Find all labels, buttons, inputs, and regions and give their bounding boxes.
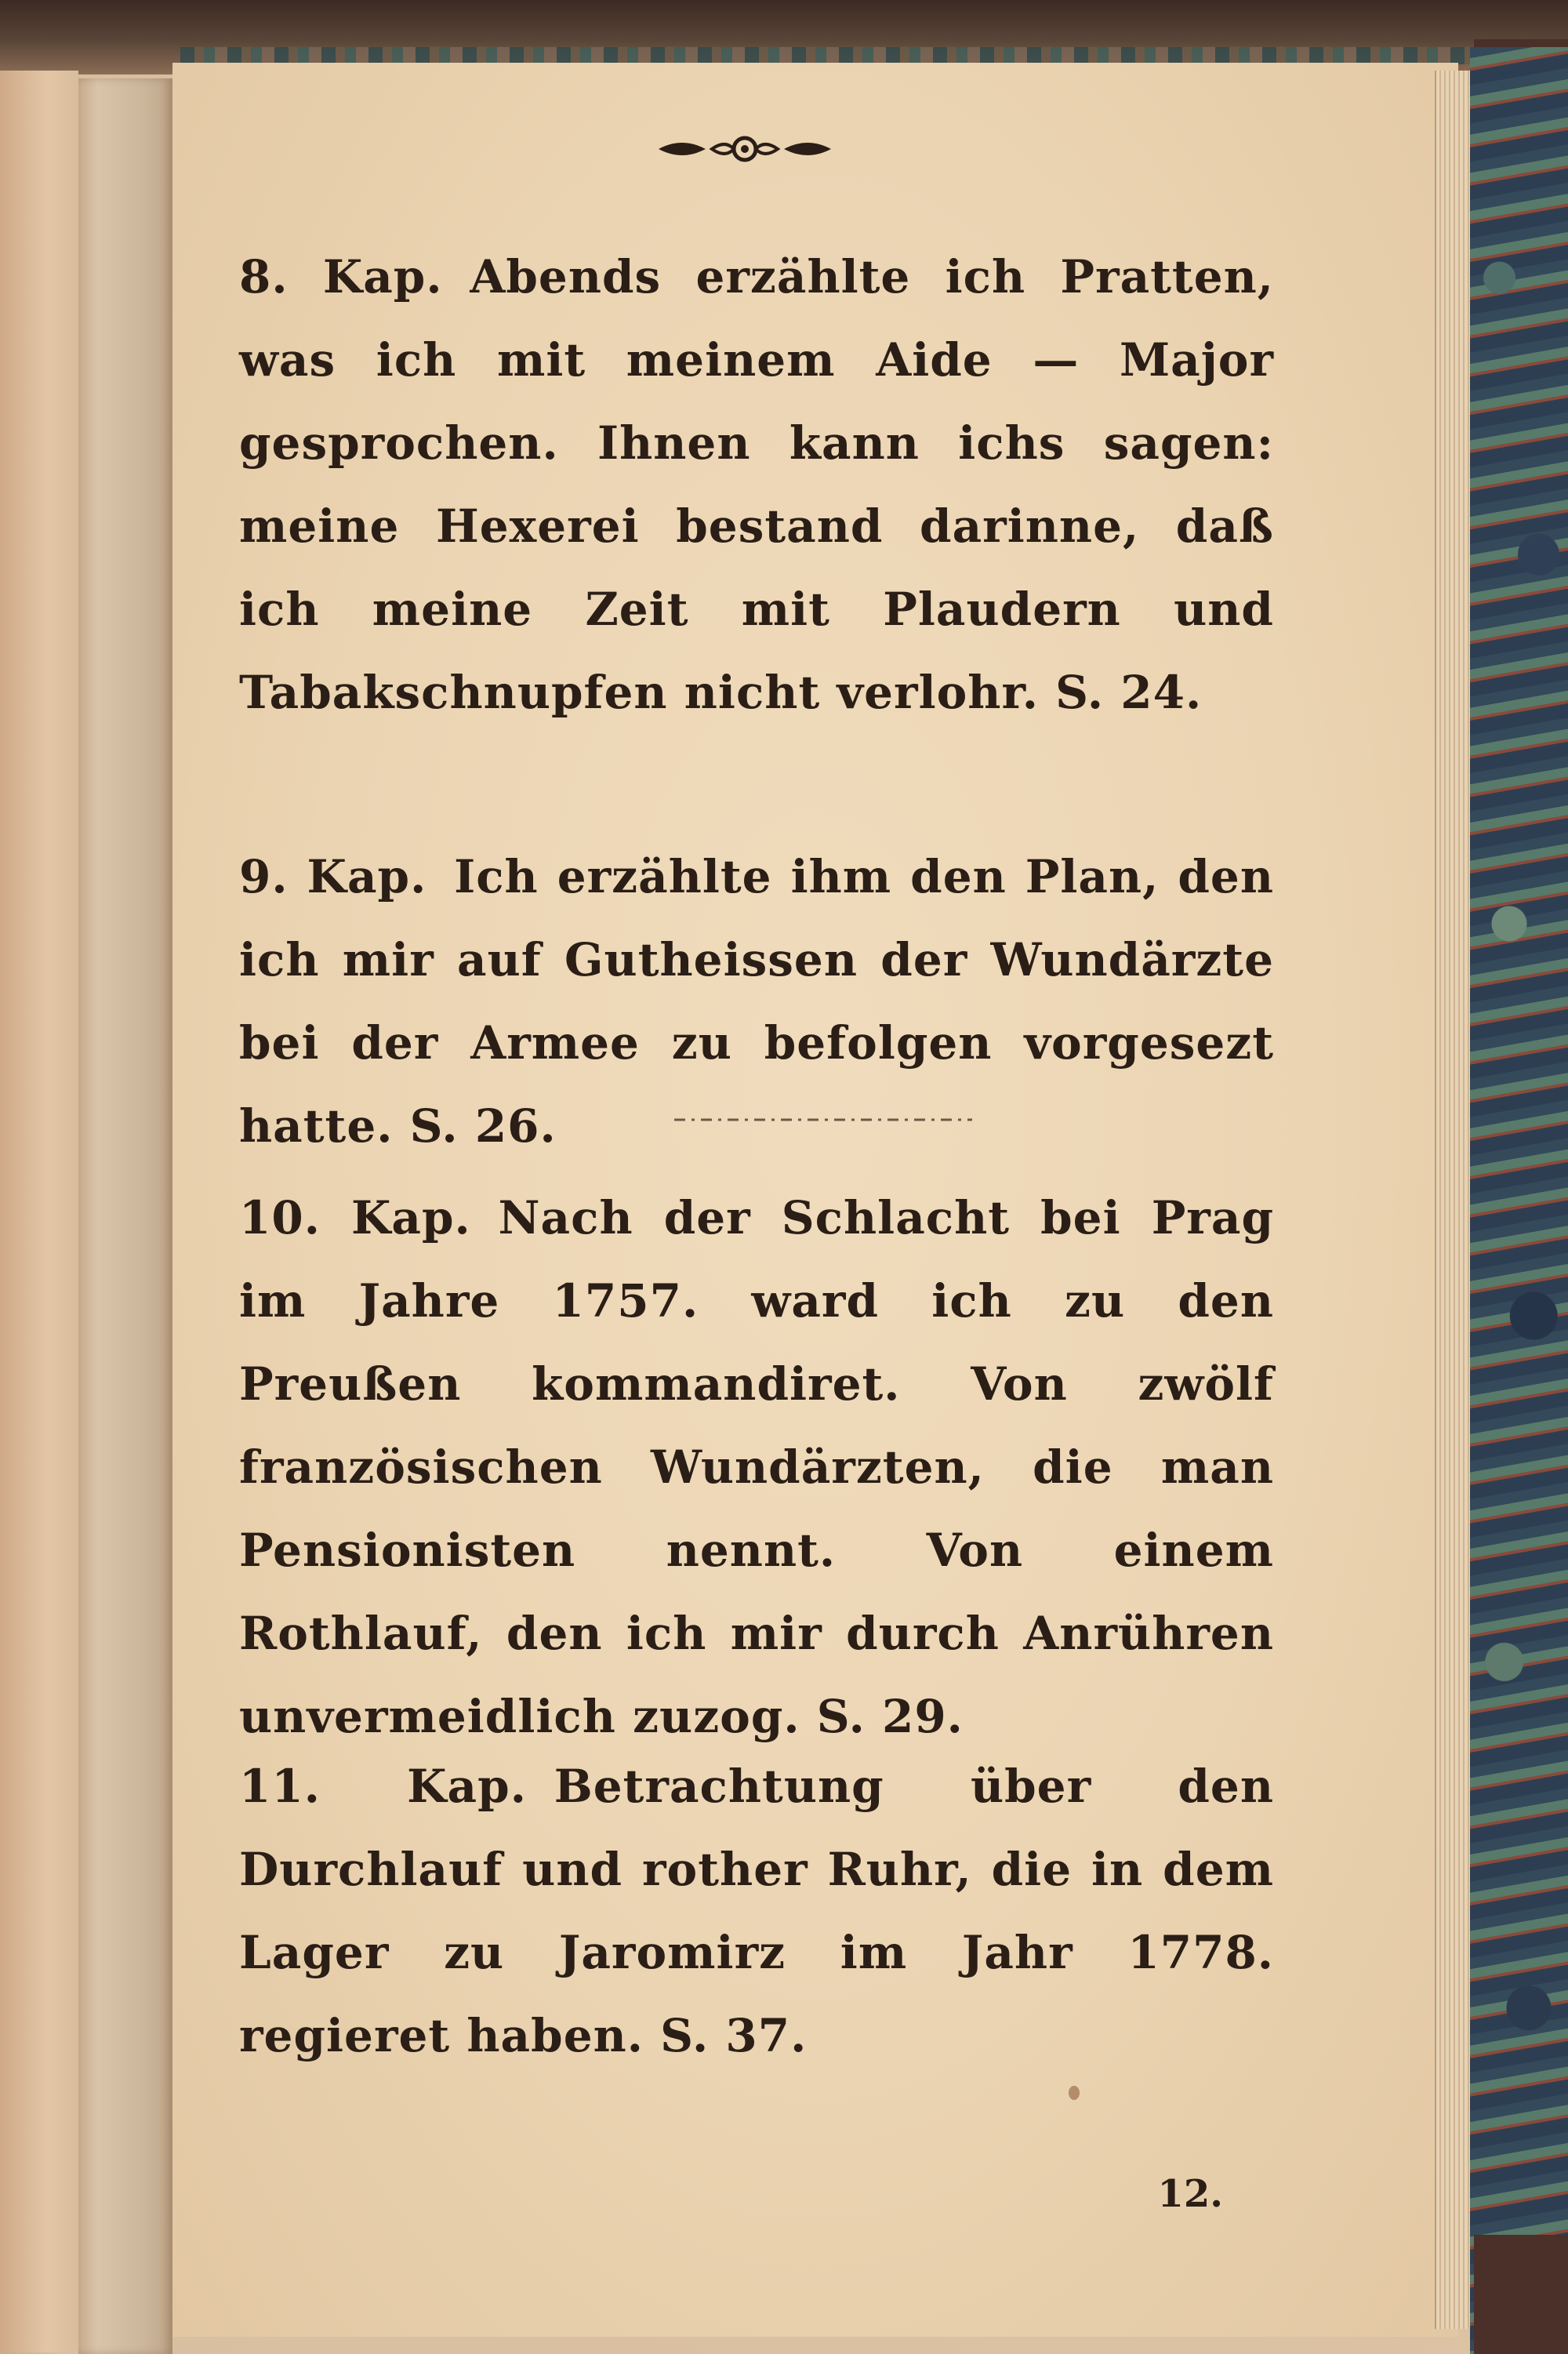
left-facing-page: [0, 71, 78, 2352]
section-number: 8. Kap.: [239, 250, 443, 303]
decorative-vignette-icon: [651, 125, 839, 173]
section-text: Ich erzählte ihm den Plan, den ich mir auf Gutheissen der Wundärzte bei der Armee zu befolgen vorgesezt hatte. S. 26.: [239, 850, 1275, 1153]
page-signature: 12.: [1157, 2172, 1223, 2216]
paper-stain: [1069, 2086, 1080, 2100]
book-gutter: [78, 78, 172, 2354]
section-number: 11. Kap.: [239, 1760, 527, 1813]
marbled-cover: [1470, 47, 1568, 2354]
section-number: 10. Kap.: [239, 1191, 471, 1244]
page-edges: [1435, 71, 1472, 2329]
section-text: Betrachtung über den Durchlauf und rother Ruhr, die in dem Lager zu Jaromirz im Jahr 1778. regieret haben. S. 37.: [239, 1760, 1274, 2062]
section-text: Abends erzählte ich Pratten, was ich mit meinem Aide — Major gesprochen. Ihnen kann ichs sagen: meine Hexerei bestand darinne, daß ich meine Zeit mit Plaudern und Tabakschnupfen nicht verlohr. S. 24.: [239, 250, 1274, 719]
section-10: [239, 1176, 1274, 1758]
section-number: 9. Kap.: [239, 850, 427, 903]
cover-corner-bottom: [1474, 2235, 1568, 2354]
section-text: Nach der Schlacht bei Prag im Jahre 1757. ward ich zu den Preußen kommandiret. Von zwölf französischen Wundärzten, die man Pensionisten nennt. Von einem Rothlauf, den ich mir durch Anrühren unvermeidlich zuzog. S. 29.: [239, 1191, 1275, 1743]
section-8: [239, 235, 1274, 734]
section-divider-icon: [674, 1112, 972, 1128]
section-11: [239, 1745, 1274, 2077]
marbled-edge-strip: [180, 47, 1529, 64]
